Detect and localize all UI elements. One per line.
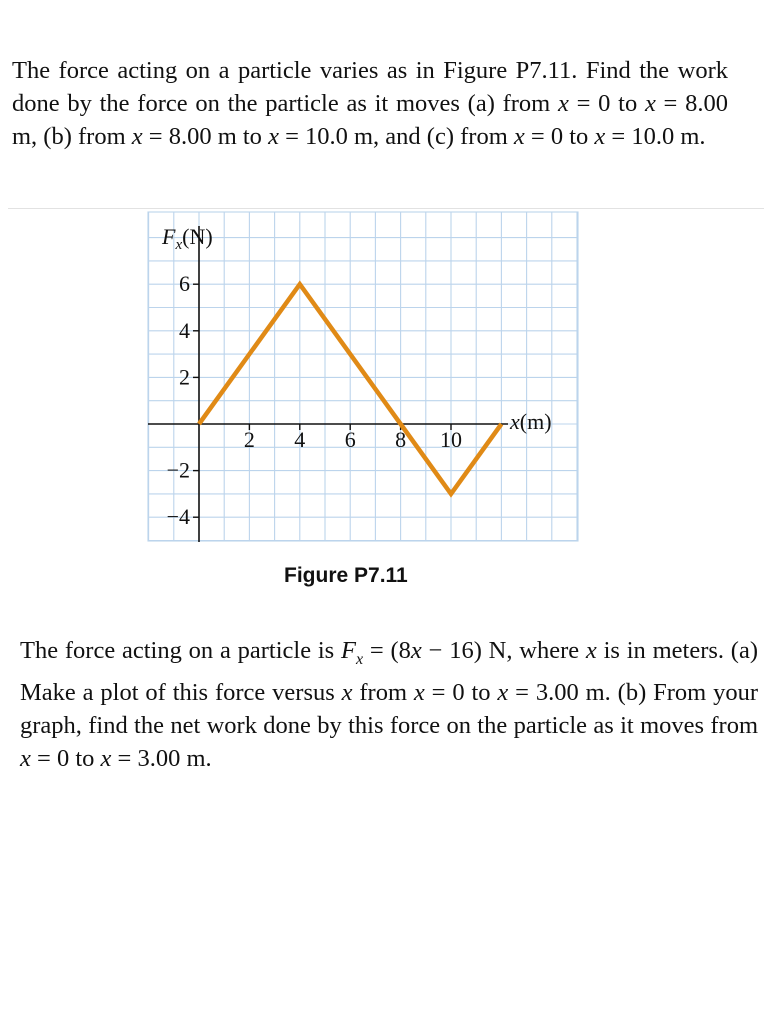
x-tick-label: 8 <box>395 427 407 452</box>
x-tick-label: 4 <box>294 427 306 452</box>
y-tick-label: 4 <box>179 317 190 343</box>
problem-7-12-text: The force acting on a particle is $F_x = (8x - 16)$ N, where x is in meters. (a) Make a plot of this force versus x from x = 0 to x = 3.00 m. (b) From your graph, find the net work done by this force on the particle as it moves from x = 0 to x = 3.00 m. <box>20 637 759 772</box>
y-tick-label: 2 <box>179 364 190 390</box>
y-tick-label: −4 <box>166 504 190 530</box>
y-axis-label: $F_x(N)$ <box>162 224 213 253</box>
x-tick-label: 10 <box>440 427 462 452</box>
problem-7-11-text: The force acting on a particle varies as in Figure P7.11. Find the work done by the force on the particle as it moves (a) from x = 0 to x = 8.00 m, (b) from x = 8.00 m to x = 10.0 m, and (c) from x = 0 to x = 10.0 m. <box>12 57 728 150</box>
y-tick-label: 6 <box>179 271 190 297</box>
graph-grid <box>148 212 578 541</box>
x-tick-label: 2 <box>243 427 255 452</box>
graph-axes <box>148 226 508 542</box>
y-tick-label: −2 <box>166 457 190 483</box>
x-axis-label: x(m) <box>510 409 552 434</box>
figure-caption: Figure P7.11 <box>284 564 408 587</box>
x-tick-label: 6 <box>344 427 356 452</box>
